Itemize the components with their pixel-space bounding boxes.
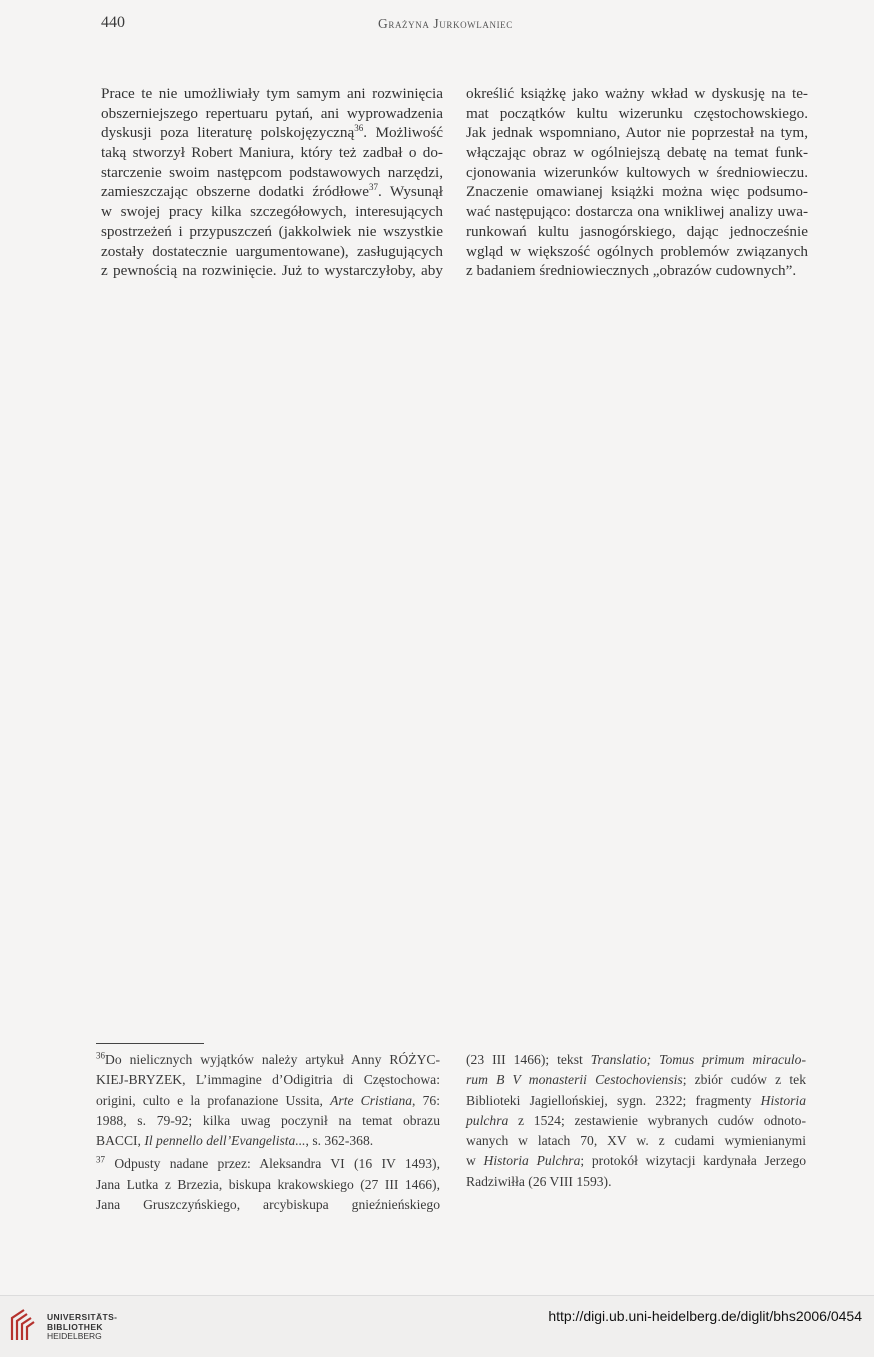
body-column-left xyxy=(101,84,443,281)
body-line: mat początków kultu wizerunku częstochowskiego. xyxy=(466,104,808,122)
footnote-36-line xyxy=(96,1131,440,1151)
body-line: w swojej pracy kilka szczegółowych, interesujących xyxy=(101,203,443,221)
library-name-line: HEIDELBERG xyxy=(47,1331,102,1341)
footnote-37-line: wanych w latach 70, XV w. z cudami wymienianymi xyxy=(466,1133,806,1149)
footnote-italic-title: Arte Cristiana xyxy=(330,1092,413,1108)
footnote-37-line: Jana Gruszczyńskiego, arcybiskupa gnieźnieńskiego xyxy=(96,1197,440,1213)
footnote-37-line xyxy=(96,1154,440,1174)
body-line: włączając obraz w ogólniejszą debatę na temat funk- xyxy=(466,144,808,162)
body-line: Jak jednak wspomniano, Autor nie poprzestał na tym, xyxy=(466,124,808,142)
footnote-text: , 76: xyxy=(412,1092,440,1108)
footnote-text: (23 III 1466); tekst xyxy=(466,1052,591,1067)
running-head: Grażyna Jurkowlaniec xyxy=(378,16,513,31)
footnote-divider xyxy=(96,1043,204,1044)
body-line-text: dyskusji poza literaturę polskojęzyczną xyxy=(101,124,355,142)
footnote-italic-title: Historia xyxy=(760,1092,806,1108)
footnote-italic-title: Historia Pulchra xyxy=(483,1153,581,1169)
footnote-36-line xyxy=(96,1050,440,1070)
footnote-37-line xyxy=(466,1070,806,1090)
footnote-italic-title: Il pennello dell’Evangelista... xyxy=(144,1133,306,1149)
footnotes-column-left xyxy=(96,1050,440,1215)
body-line: Znaczenie omawianej książki można więc podsumo- xyxy=(466,183,808,201)
body-line: starczenie swoim następcom podstawowych narzędzi, xyxy=(101,163,443,181)
body-line: zostały dostatecznie uargumentowane), zasługujących xyxy=(101,242,443,260)
body-line: wgląd w większość ogólnych problemów związanych xyxy=(466,242,808,260)
footnote-text: , s. 362-368. xyxy=(305,1133,374,1149)
body-line xyxy=(101,123,443,143)
body-line-text: . Możliwość xyxy=(363,124,443,142)
footnote-text: Biblioteki Jagiellońskiej, sygn. 2322; fragmenty xyxy=(466,1092,761,1108)
footnote-italic-title: pulchra xyxy=(466,1112,509,1128)
body-line: określić książkę jako ważny wkład w dyskusję na te- xyxy=(466,85,808,102)
footnote-text: z 1524; zestawienie wybranych cudów odnoto- xyxy=(508,1112,806,1128)
library-name-line: BIBLIOTHEK xyxy=(47,1321,103,1332)
body-line: cjonowania wizerunków kultowych w średniowieczu. xyxy=(466,163,808,181)
footnote-text: ; protokół wizytacji kardynała Jerzego xyxy=(580,1153,806,1169)
footnote-mark-37: 37 xyxy=(96,1154,105,1165)
library-logo-icon[interactable] xyxy=(10,1308,36,1342)
footnote-37-line: Jana Lutka z Brzezia, biskupa krakowskiego (27 III 1466), xyxy=(96,1176,440,1192)
footnote-37-line xyxy=(466,1050,806,1070)
body-line: z badaniem średniowiecznych „obrazów cudownych”. xyxy=(466,262,797,280)
body-line: z pewnością na rozwinięcie. Już to wystarczyłoby, aby xyxy=(101,262,443,280)
footnote-text: w xyxy=(466,1153,484,1169)
library-name-line: UNIVERSITÄTS- xyxy=(47,1312,118,1322)
footnote-italic-title: Translatio; Tomus primum miraculo- xyxy=(590,1052,806,1067)
body-line xyxy=(101,182,443,202)
footnote-37-line xyxy=(466,1151,806,1171)
body-line: Prace te nie umożliwiały tym samym ani rozwinięcia xyxy=(101,85,443,102)
body-line: taką stworzył Robert Maniura, który też zadbał o do- xyxy=(101,144,443,162)
body-line: runkowań kultu jasnogórskiego, dając jednocześnie xyxy=(466,222,808,240)
footnotes-column-right xyxy=(466,1050,806,1192)
footnote-text: Do nielicznych wyjątków należy artykuł Anny RÓŻYC- xyxy=(105,1052,440,1067)
footnote-text: Odpusty nadane przez: Aleksandra VI (16 IV 1493), xyxy=(105,1156,440,1172)
footnote-36-line: KIEJ-BRYZEK, L’immagine d’Odigitria di Częstochowa: xyxy=(96,1072,440,1088)
viewer-footer xyxy=(0,1295,874,1357)
body-line: obszerniejszego repertuaru pytań, ani wyprowadzenia xyxy=(101,104,443,122)
footnote-text: ; zbiór cudów z tek xyxy=(682,1072,806,1088)
footnote-italic-title: rum B V monasterii Cestochoviensis xyxy=(466,1072,683,1088)
footnote-37-line xyxy=(466,1111,806,1131)
footnote-37-line xyxy=(466,1091,806,1111)
body-line: spostrzeżeń i przypuszczeń (jakkolwiek nie wszystkie xyxy=(101,222,443,240)
footnote-text: BACCI, xyxy=(96,1133,145,1149)
footnote-text: origini, culto e la profanazione Ussita, xyxy=(96,1092,331,1108)
footnote-37-line: Radziwiłła (26 VIII 1593). xyxy=(466,1173,612,1189)
body-line: wać następująco: dostarcza ona wnikliwej analizy uwa- xyxy=(466,203,808,221)
footnote-mark-36: 36 xyxy=(96,1050,105,1061)
body-line-text: zamieszczając obszerne dodatki źródłowe xyxy=(101,183,370,201)
document-url-link[interactable]: http://digi.ub.uni-heidelberg.de/diglit/bhs2006/0454 xyxy=(548,1308,862,1324)
page-number: 440 xyxy=(101,14,125,31)
body-column-right xyxy=(466,84,808,281)
footnote-ref-37[interactable]: 37 xyxy=(369,182,379,193)
footnote-ref-36[interactable]: 36 xyxy=(354,123,364,134)
body-line-text: . Wysunął xyxy=(378,183,443,201)
footnote-36-line: 1988, s. 79-92; kilka uwag poczynił na temat obrazu xyxy=(96,1112,440,1128)
library-name[interactable] xyxy=(47,1313,117,1342)
footnote-36-line xyxy=(96,1091,440,1111)
